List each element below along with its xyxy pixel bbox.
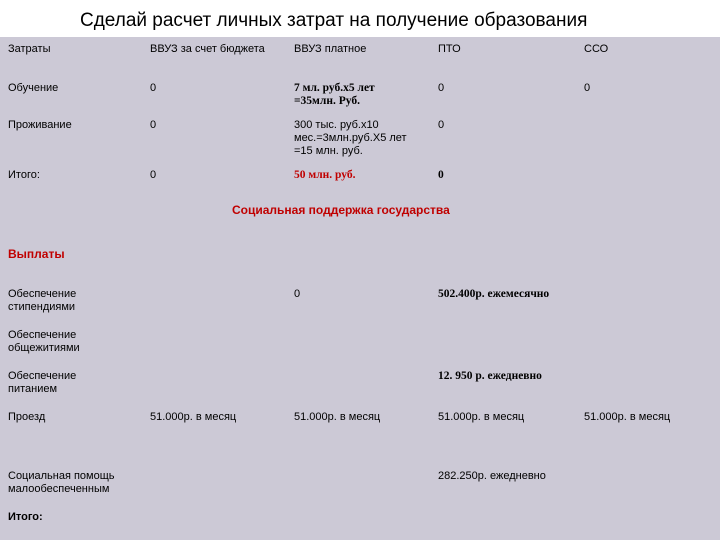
travel-label: Проезд [8, 411, 46, 423]
scholarship-paid: 0 [294, 288, 301, 300]
travel-budget: 51.000р. в месяц [150, 411, 237, 423]
social-aid-pto: 282.250р. ежедневно [438, 470, 546, 482]
travel-paid: 51.000р. в месяц [294, 411, 381, 423]
payouts-label: Выплаты [8, 247, 65, 261]
travel-pto: 51.000р. в месяц [438, 411, 525, 423]
header-pto: ПТО [438, 43, 461, 55]
row-housing-budget: 0 [150, 119, 157, 131]
scholarship-pto: 502.400р. ежемесячно [438, 288, 550, 300]
scholarship-label: Обеспечение стипендиями [8, 288, 77, 313]
row-education-sso: 0 [584, 82, 591, 94]
slide-title-bar [0, 8, 720, 36]
row-total-pto: 0 [438, 169, 444, 181]
header-sso: ССО [584, 43, 609, 55]
support-section-title: Социальная поддержка государства [232, 203, 450, 217]
social-aid-label: Социальная помощь малообеспеченным [8, 470, 115, 495]
support-total-label: Итого: [8, 511, 43, 523]
content-panel [0, 37, 720, 540]
row-total-label: Итого: [8, 169, 40, 181]
header-vvuz-budget: ВВУЗ за счет бюджета [150, 43, 265, 55]
row-education-paid: 7 мл. руб.х5 лет =35млн. Руб. [294, 82, 375, 107]
row-housing-paid: 300 тыс. руб.х10 мес.=3млн.руб.Х5 лет =15 млн. руб. [294, 119, 407, 157]
slide-title: Сделай расчет личных затрат на получение образования [80, 10, 588, 31]
row-education-label: Обучение [8, 82, 59, 94]
header-costs: Затраты [8, 43, 51, 55]
travel-sso: 51.000р. в месяц [584, 411, 671, 423]
row-education-budget: 0 [150, 82, 157, 94]
row-total-paid: 50 млн. руб. [294, 169, 356, 181]
row-housing-label: Проживание [8, 119, 72, 131]
meals-label: Обеспечение питанием [8, 370, 77, 395]
header-vvuz-paid: ВВУЗ платное [294, 43, 367, 55]
row-education-pto: 0 [438, 82, 445, 94]
dormitory-label: Обеспечение общежитиями [8, 329, 80, 354]
row-housing-pto: 0 [438, 119, 445, 131]
meals-pto: 12. 950 р. ежедневно [438, 370, 542, 382]
row-total-budget: 0 [150, 169, 157, 181]
